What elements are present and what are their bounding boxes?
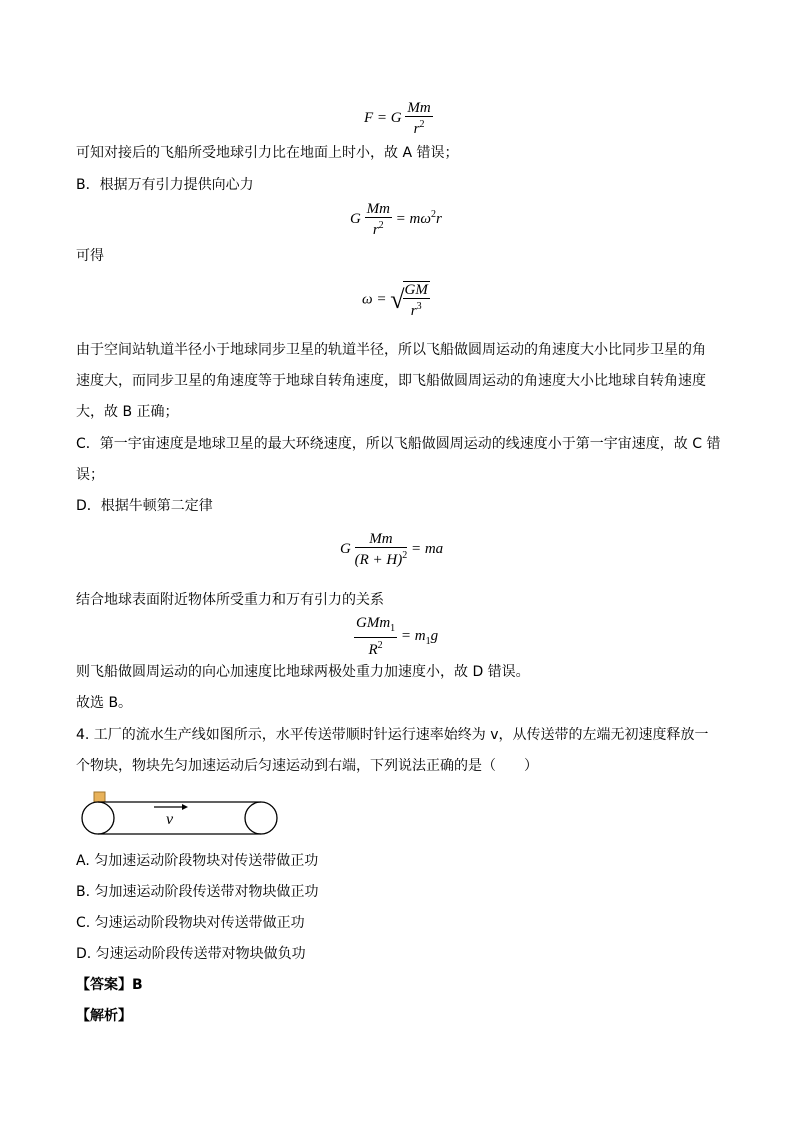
text-line-choose: 故选 B。 (76, 695, 133, 711)
equation-newton-second-law: G $\frac{Mm}{(R + H)^2}$ = ma (340, 531, 444, 568)
question-4-line-1: 4. 工厂的流水生产线如图所示，水平传送带顺时针运行速率始终为 v，从传送带的左端无初速度释放一 (76, 727, 709, 743)
text-line-kede: 可得 (76, 248, 104, 264)
arrow-head-icon (182, 804, 188, 810)
fraction: $\frac{Mm}{r^2}$ (407, 100, 431, 137)
text-line-a: 可知对接后的飞船所受地球引力比在地面上时小，故 A 错误； (76, 145, 459, 161)
text-para-c-1: C．第一宇宙速度是地球卫星的最大环绕速度，所以飞船做圆周运动的线速度小于第一宇宙速度，故 C 错 (76, 436, 721, 452)
equation-gravity: F = G $\frac{Mm}{r^2}$ (364, 100, 431, 137)
text-para-b-2: 速度大，而同步卫星的角速度等于地球自转角速度，即飞船做圆周运动的角速度大小比地球自转角速度 (76, 373, 706, 389)
conveyor-belt-figure (78, 788, 298, 838)
text-para-b-3: 大，故 B 正确； (76, 404, 179, 420)
option-b: B. 匀加速运动阶段传送带对物块做正功 (76, 884, 319, 900)
text-line-b: B．根据万有引力提供向心力 (76, 177, 254, 193)
right-pulley-icon (245, 802, 277, 834)
text-line-d: D．根据牛顿第二定律 (76, 498, 213, 514)
text-line-d-end: 则飞船做圆周运动的向心加速度比地球两极处重力加速度小，故 D 错误。 (76, 664, 530, 680)
text-line-combine: 结合地球表面附近物体所受重力和万有引力的关系 (76, 592, 384, 608)
text-para-c-2: 误； (76, 467, 104, 483)
sqrt-sign-icon: √ (390, 285, 405, 314)
equation-angular-velocity: ω = √ $\frac{GM}{r^3}$ (362, 282, 428, 319)
block-icon (94, 792, 105, 802)
question-4-line-2: 个物块，物块先匀加速运动后匀速运动到右端，下列说法正确的是（ ） (76, 758, 538, 774)
answer-label: 【答案】B (76, 977, 143, 993)
option-d: D. 匀速运动阶段传送带对物块做负功 (76, 946, 306, 962)
left-pulley-icon (82, 802, 114, 834)
velocity-label: v (166, 811, 174, 828)
equation-centripetal: G $\frac{Mm}{r^2}$ = $m\omega^2r$ (350, 201, 442, 238)
equation-surface-gravity: $\frac{GMm_1}{R^2}$ = $m_1g$ (356, 615, 439, 658)
option-c: C. 匀速运动阶段物块对传送带做正功 (76, 915, 305, 931)
analysis-label: 【解析】 (76, 1008, 132, 1024)
option-a: A. 匀加速运动阶段物块对传送带做正功 (76, 853, 319, 869)
text-para-b-1: 由于空间站轨道半径小于地球同步卫星的轨道半径，所以飞船做圆周运动的角速度大小比同步卫星的角 (76, 342, 706, 358)
